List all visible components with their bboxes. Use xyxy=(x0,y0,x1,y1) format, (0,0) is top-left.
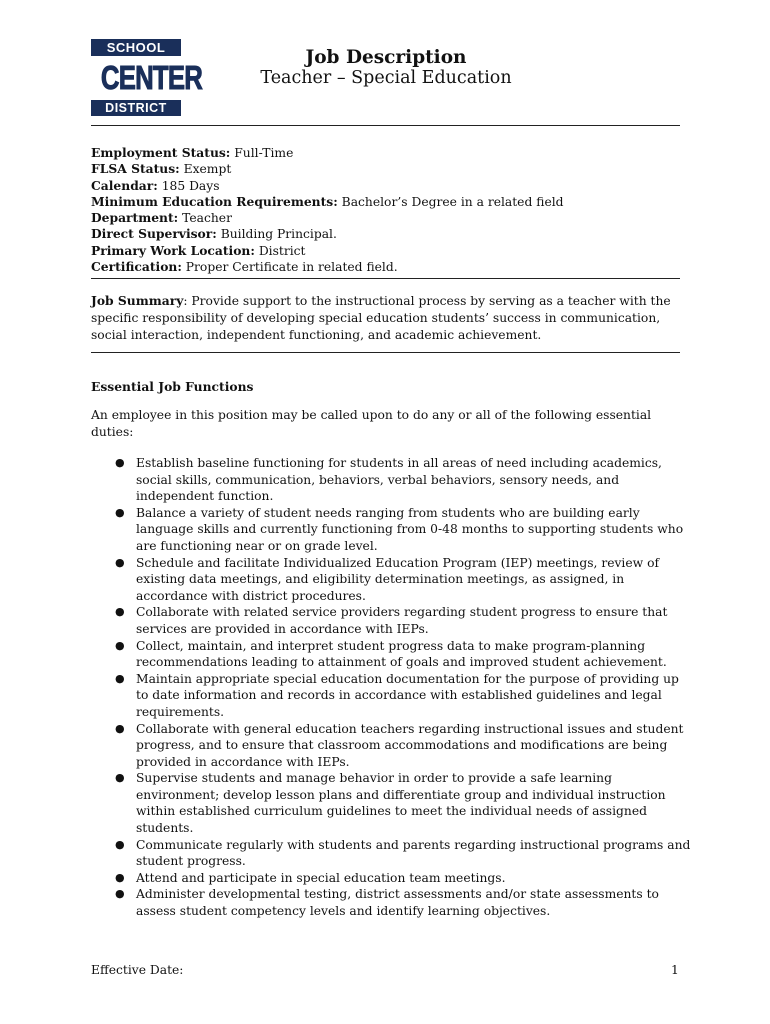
bullet-icon: ● xyxy=(115,555,125,569)
job-details xyxy=(91,145,681,275)
list-item xyxy=(91,837,691,870)
bullet-icon: ● xyxy=(115,870,125,884)
meta-row xyxy=(91,194,681,210)
meta-row xyxy=(91,210,681,226)
duty-text: Maintain appropriate special education documentation for the purpose of providing up to date information and records in accordance with established guidelines and legal requirements. xyxy=(136,671,679,719)
meta-value: Proper Certificate in related field. xyxy=(181,260,398,275)
duty-text: Collaborate with general education teachers regarding instructional issues and student progress, and to ensure that classroom accommodations and modifications are being provided in accordance with IEPs. xyxy=(136,721,684,769)
duty-text: Communicate regularly with students and parents regarding instructional programs and student progress. xyxy=(136,837,691,869)
list-item xyxy=(91,604,691,637)
bullet-icon: ● xyxy=(115,887,125,901)
document-subtitle: Teacher – Special Education xyxy=(260,68,512,88)
list-item xyxy=(91,671,691,721)
bullet-icon: ● xyxy=(115,771,125,785)
duty-text: Establish baseline functioning for students in all areas of need including academics, social skills, communication, behaviors, verbal behaviors, sensory needs, and independent function. xyxy=(136,456,662,504)
section-heading: Essential Job Functions xyxy=(91,379,254,394)
duty-text: Schedule and facilitate Individualized Education Program (IEP) meetings, review of existing data meetings, and eligibility determination meetings, as assigned, in accordance with district procedures. xyxy=(136,555,660,603)
page-number: 1 xyxy=(671,963,679,977)
meta-value: Teacher xyxy=(178,211,232,226)
meta-row xyxy=(91,161,681,177)
meta-value: 185 Days xyxy=(157,178,220,193)
logo-line-district: DISTRICT xyxy=(91,100,181,116)
meta-label: Department: xyxy=(91,210,179,226)
duty-text: Collect, maintain, and interpret student progress data to make program-planning recommendations leading to attainment of goals and improved student achievement. xyxy=(136,638,667,670)
bullet-icon: ● xyxy=(115,638,125,652)
list-item xyxy=(91,505,691,555)
meta-label: Primary Work Location: xyxy=(91,242,255,258)
bullet-icon: ● xyxy=(115,837,125,851)
divider xyxy=(91,278,680,279)
logo-line-school: SCHOOL xyxy=(91,39,181,56)
list-item xyxy=(91,721,691,771)
meta-value: Full-Time xyxy=(230,146,294,160)
school-district-logo xyxy=(91,39,203,116)
logo-line-center: CENTER xyxy=(100,59,203,96)
meta-value: Building Principal. xyxy=(216,227,337,242)
meta-label: FLSA Status: xyxy=(91,161,180,177)
list-item xyxy=(91,455,691,505)
list-item xyxy=(91,870,691,887)
bullet-icon: ● xyxy=(115,456,125,469)
effective-date-label: Effective Date: xyxy=(91,963,184,977)
duty-text: Balance a variety of student needs ranging from students who are building early language skills and currently functioning from 0-48 months to supporting students who are functioning near or on grade level. xyxy=(136,505,684,553)
bullet-icon: ● xyxy=(115,671,125,685)
meta-value: District xyxy=(254,243,306,258)
summary-label: Job Summary xyxy=(91,293,184,308)
duty-text: Supervise students and manage behavior in order to provide a safe learning environment; develop lesson plans and differentiate group and individual instruction within established curriculum guidelines to meet the individual needs of assigned students. xyxy=(136,771,666,836)
duty-text: Attend and participate in special education team meetings. xyxy=(136,870,506,885)
meta-label: Calendar: xyxy=(91,177,158,193)
meta-row xyxy=(91,145,681,161)
meta-row xyxy=(91,259,681,275)
document-title: Job Description xyxy=(305,47,467,68)
list-item xyxy=(91,555,691,605)
duty-text: Collaborate with related service providers regarding student progress to ensure that services are provided in accordance with IEPs. xyxy=(136,605,668,636)
list-item xyxy=(91,638,691,671)
duties-list xyxy=(91,455,691,920)
meta-value: Bachelor’s Degree in a related field xyxy=(337,194,564,209)
job-summary xyxy=(91,293,681,343)
meta-row xyxy=(91,178,681,194)
list-item xyxy=(91,886,691,919)
meta-label: Certification: xyxy=(91,259,182,275)
summary-text: : Provide support to the instructional process by serving as a teacher with the specific responsibility of developing special education students’ success in communication, social interaction, independent functioning, and academic achievement. xyxy=(91,294,671,342)
list-item xyxy=(91,770,691,836)
divider xyxy=(91,125,680,126)
bullet-icon: ● xyxy=(115,505,125,519)
meta-value: Exempt xyxy=(179,162,232,177)
section-intro: An employee in this position may be called upon to do any or all of the following essential duties: xyxy=(91,408,652,439)
meta-label: Employment Status: xyxy=(91,145,231,160)
bullet-icon: ● xyxy=(115,605,125,619)
bullet-icon: ● xyxy=(115,721,125,735)
meta-label: Direct Supervisor: xyxy=(91,226,217,242)
meta-row xyxy=(91,226,681,242)
duty-text: Administer developmental testing, district assessments and/or state assessments to assess student competency levels and identify learning objectives. xyxy=(136,887,659,919)
divider xyxy=(91,352,680,353)
meta-label: Minimum Education Requirements: xyxy=(91,193,338,209)
meta-row xyxy=(91,243,681,259)
